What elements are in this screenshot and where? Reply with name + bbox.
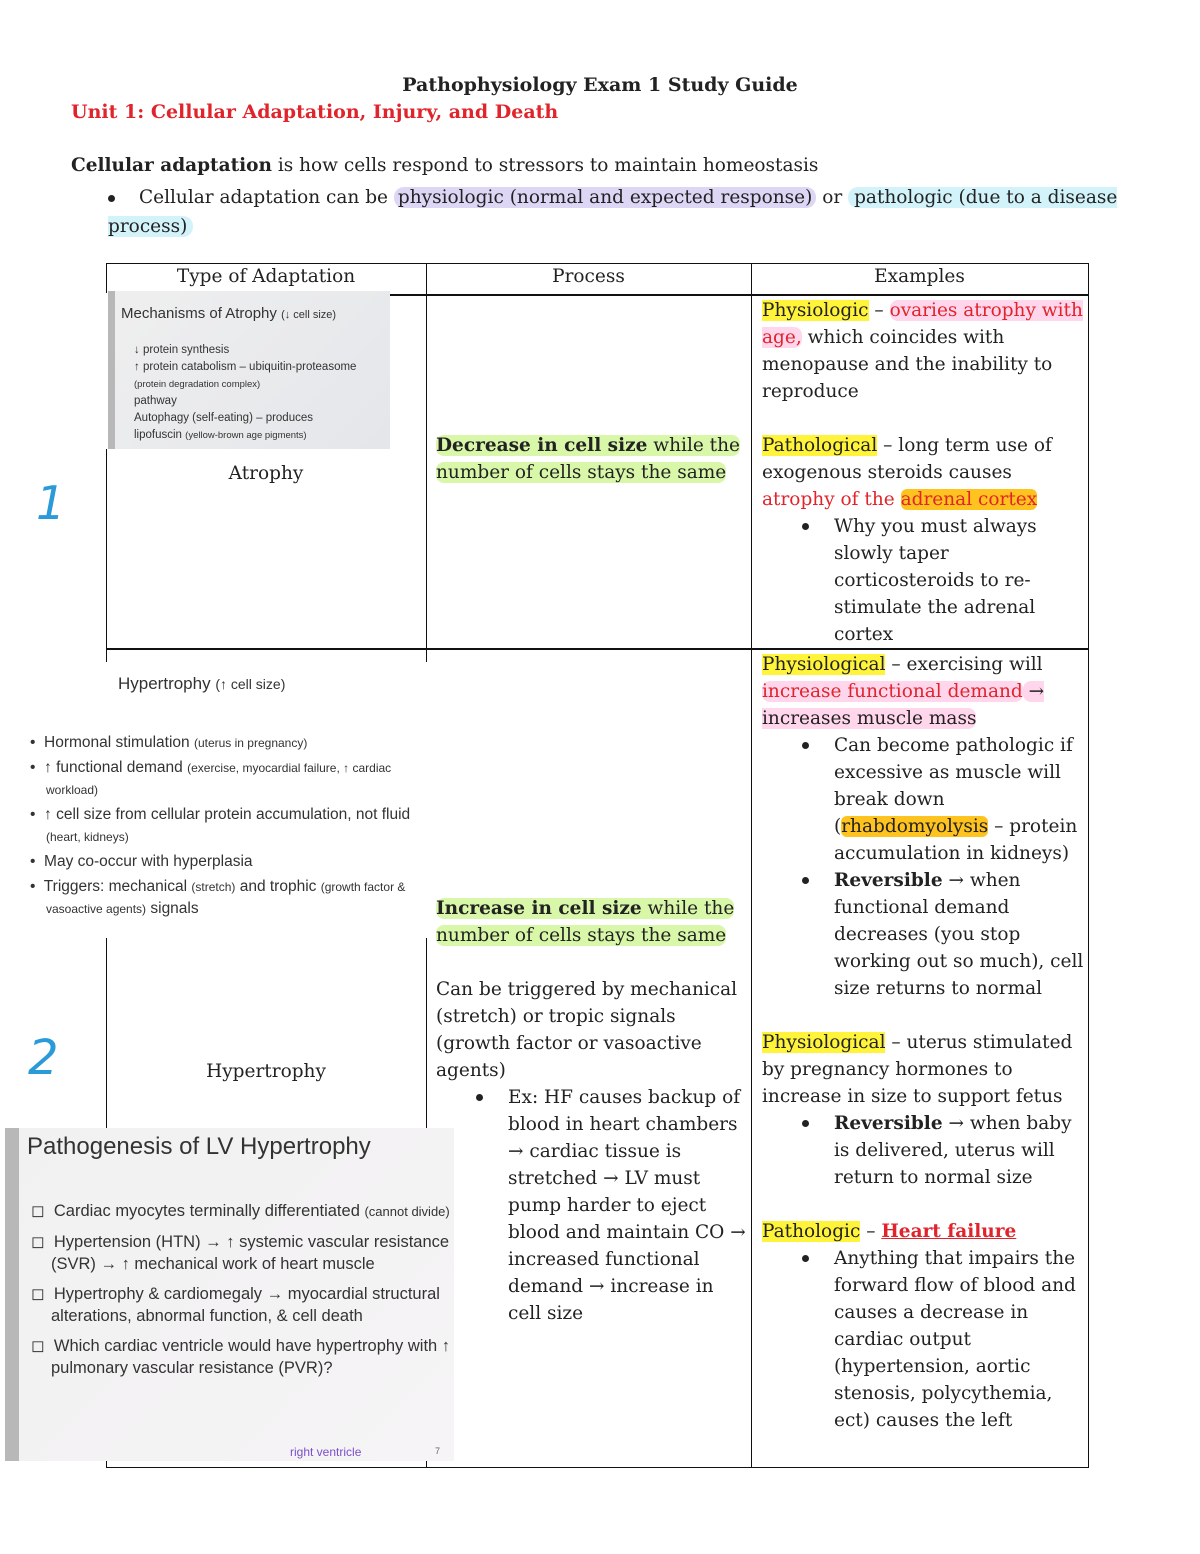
slide-item: ◻ Hypertrophy & cardiomegaly → myocardial structural alterations, abnormal function, & cell death bbox=[31, 1285, 440, 1325]
process-atrophy: Decrease in cell size while the number of cells stays the same bbox=[436, 435, 740, 483]
list-item: Reversible → when functional demand decreases (you stop working out so much), cell size returns to normal bbox=[762, 867, 1084, 1002]
intro-text: is how cells respond to stressors to maintain homeostasis bbox=[271, 155, 819, 176]
bullet-dot bbox=[108, 195, 115, 202]
intro-bullet: Cellular adaptation can be physiologic (normal and expected response) or pathologic (due to a disease process) bbox=[108, 187, 1118, 237]
table-border-top bbox=[106, 263, 1089, 264]
process-hypertrophy: Increase in cell size while the number of cells stays the same Can be triggered by mechanical (stretch) or tropic signals (growth factor or vasoactive agents) Ex: HF causes backup of blood in heart chambers → cardiac tissue is stretched → LV must pump harder to eject blood and maintain CO → increased functional demand → increase in cell size bbox=[436, 895, 746, 1327]
example-pathological: Pathological – long term use of exogenous steroids causes atrophy of the adrenal cortex bbox=[762, 435, 1052, 510]
process-trigger-text: Can be triggered by mechanical (stretch) or tropic signals (growth factor or vasoactive agents) bbox=[436, 979, 738, 1081]
slide-page-number: 7 bbox=[435, 1446, 441, 1456]
table-header-rule bbox=[389, 294, 1089, 296]
header-examples: Examples bbox=[874, 266, 965, 287]
examples-hypertrophy bbox=[762, 651, 1084, 1434]
hypertrophy-slide-image: Hypertrophy (↑ cell size) • Hormonal stimulation (uterus in pregnancy) • ↑ functional demand (exercise, myocardial failure, ↑ cardiac workload) • ↑ cell size from cellular protein accumulation, not fluid (heart, kidneys) • May co-occur with hyperplasia • Triggers: mechanical (stretch) and trophic (growth factor & vasoactive agents) signals bbox=[22, 662, 432, 938]
slide-item: • Triggers: mechanical (stretch) and trophic (growth factor & vasoactive agents) signals bbox=[30, 878, 406, 917]
slide-item: • May co-occur with hyperplasia bbox=[30, 853, 253, 870]
header-process: Process bbox=[552, 266, 625, 287]
slide-item: • ↑ cell size from cellular protein accumulation, not fluid (heart, kidneys) bbox=[30, 806, 411, 844]
lv-slide-title: Pathogenesis of LV Hypertrophy bbox=[27, 1133, 371, 1160]
intro-paragraph bbox=[71, 155, 818, 176]
example-physiologic: Physiologic – ovaries atrophy with age, which coincides with menopause and the inability to reproduce bbox=[762, 300, 1083, 402]
handwritten-number-one: 1 bbox=[36, 476, 66, 530]
lv-hypertrophy-slide-image bbox=[5, 1128, 454, 1461]
table-row-rule bbox=[106, 648, 1089, 650]
slide-item: Autophagy (self-eating) – produces bbox=[134, 412, 313, 424]
slide-answer: right ventricle bbox=[290, 1445, 362, 1459]
list-item: Anything that impairs the forward flow of blood and causes a decrease in cardiac output (hypertension, aortic stenosis, polycythemia, ect) causes the left bbox=[762, 1245, 1084, 1434]
example-uterus: Physiological – uterus stimulated by pregnancy hormones to increase in size to support fetus bbox=[762, 1032, 1073, 1107]
examples-atrophy bbox=[762, 297, 1084, 648]
highlight-physiologic: physiologic (normal and expected response) bbox=[394, 187, 816, 208]
slide-item: lipofuscin (yellow-brown age pigments) bbox=[134, 429, 307, 441]
list-item: Can become pathologic if excessive as muscle will break down (rhabdomyolysis – protein accumulation in kidneys) bbox=[762, 732, 1084, 867]
slide-item: ◻ Hypertension (HTN) → ↑ systemic vascular resistance (SVR) → ↑ mechanical work of heart muscle bbox=[31, 1233, 450, 1273]
slide-item: ◻ Cardiac myocytes terminally differentiated (cannot divide) bbox=[31, 1202, 450, 1220]
highlight-pathologic: pathologic (due to a disease process) bbox=[108, 187, 1118, 237]
list-item: Reversible → when baby is delivered, uterus will return to normal size bbox=[762, 1110, 1084, 1191]
hypertrophy-slide-title: Hypertrophy bbox=[118, 674, 211, 693]
slide-item: ↓ protein synthesis bbox=[134, 344, 230, 356]
slide-item: ↑ protein catabolism – ubiquitin-proteasome (protein degradation complex) pathway bbox=[134, 361, 357, 407]
slide-item: ◻ Which cardiac ventricle would have hypertrophy with ↑ pulmonary vascular resistance (PVR)? bbox=[31, 1337, 451, 1377]
unit-heading: Unit 1: Cellular Adaptation, Injury, and Death bbox=[71, 101, 559, 123]
slide-item: • Hormonal stimulation (uterus in pregnancy) bbox=[30, 734, 308, 751]
list-item: Why you must always slowly taper corticosteroids to re-stimulate the adrenal cortex bbox=[762, 513, 1084, 648]
list-item: Ex: HF causes backup of blood in heart chambers → cardiac tissue is stretched → LV must pump harder to eject blood and maintain CO → increased functional demand → increase in cell size bbox=[436, 1084, 746, 1327]
example-heart-failure: Pathologic – Heart failure bbox=[762, 1221, 1017, 1242]
example-exercise: Physiological – exercising will increase functional demand → increases muscle mass bbox=[762, 654, 1045, 729]
slide-item: • ↑ functional demand (exercise, myocardial failure, ↑ cardiac workload) bbox=[30, 759, 392, 797]
header-type: Type of Adaptation bbox=[176, 266, 356, 287]
type-atrophy: Atrophy bbox=[228, 463, 304, 484]
atrophy-slide-image: Mechanisms of Atrophy (↓ cell size) ↓ protein synthesis ↑ protein catabolism – ubiquitin-proteasome (protein degradation complex) pathway Autophagy (self-eating) – produces lipofuscin (yellow-brown age pigments) bbox=[108, 291, 390, 449]
intro-term: Cellular adaptation bbox=[71, 155, 272, 176]
handwritten-number-two: 2 bbox=[28, 1030, 59, 1086]
document-title: Pathophysiology Exam 1 Study Guide bbox=[402, 74, 798, 96]
table-border-bottom bbox=[106, 1467, 1089, 1468]
type-hypertrophy: Hypertrophy bbox=[206, 1061, 326, 1082]
atrophy-slide-title: Mechanisms of Atrophy bbox=[121, 305, 277, 322]
